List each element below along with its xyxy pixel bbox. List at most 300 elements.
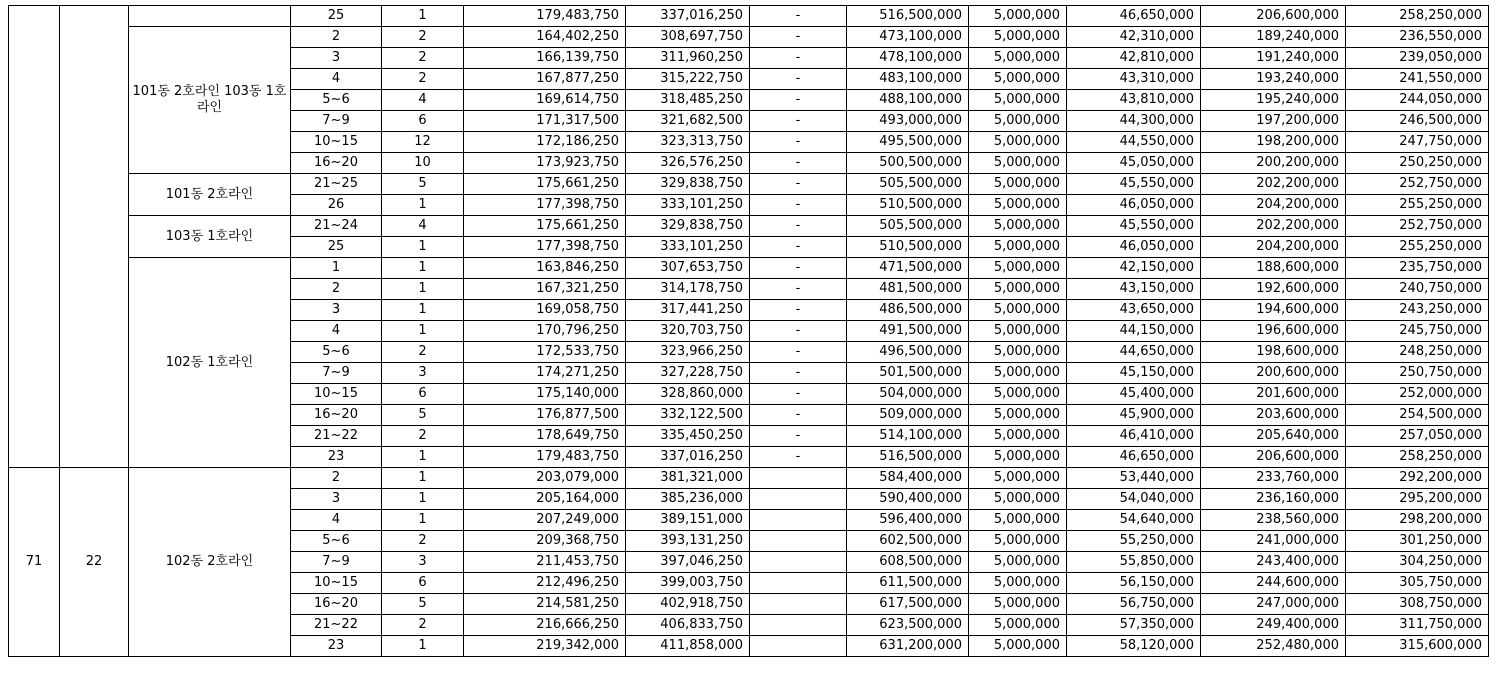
table-cell: 495,500,000 — [847, 132, 969, 153]
table-cell: 171,317,500 — [464, 111, 626, 132]
table-cell: 5,000,000 — [969, 405, 1067, 426]
table-cell: - — [750, 426, 847, 447]
table-cell: 5,000,000 — [969, 363, 1067, 384]
table-cell: 307,653,750 — [626, 258, 750, 279]
table-row — [9, 27, 1489, 48]
table-cell: 198,200,000 — [1201, 132, 1346, 153]
table-cell: 321,682,500 — [626, 111, 750, 132]
table-cell: 1 — [382, 300, 464, 321]
table-cell: 493,000,000 — [847, 111, 969, 132]
table-cell: 1 — [382, 258, 464, 279]
table-cell: 249,400,000 — [1201, 615, 1346, 636]
table-cell: 56,150,000 — [1067, 573, 1201, 594]
table-cell: 402,918,750 — [626, 594, 750, 615]
table-cell: 45,400,000 — [1067, 384, 1201, 405]
table-cell: 241,000,000 — [1201, 531, 1346, 552]
table-cell: 3 — [291, 48, 382, 69]
table-cell: 4 — [291, 321, 382, 342]
table-cell: 244,600,000 — [1201, 573, 1346, 594]
table-cell: 6 — [382, 384, 464, 405]
table-cell: 204,200,000 — [1201, 195, 1346, 216]
table-cell: 16~20 — [291, 405, 382, 426]
table-row — [9, 6, 1489, 27]
table-cell: 491,500,000 — [847, 321, 969, 342]
table-cell: 5,000,000 — [969, 27, 1067, 48]
table-cell: 5,000,000 — [969, 174, 1067, 195]
table-row — [9, 216, 1489, 237]
table-cell: 337,016,250 — [626, 6, 750, 27]
table-cell: - — [750, 153, 847, 174]
table-cell: 3 — [291, 300, 382, 321]
table-cell: 323,966,250 — [626, 342, 750, 363]
table-cell: 1 — [382, 489, 464, 510]
table-cell: 3 — [382, 552, 464, 573]
table-cell: 314,178,750 — [626, 279, 750, 300]
table-cell: 393,131,250 — [626, 531, 750, 552]
table-cell: 1 — [382, 237, 464, 258]
table-cell: - — [750, 111, 847, 132]
table-cell: 1 — [382, 510, 464, 531]
line-group-label: 103동 1호라인 — [129, 216, 291, 258]
table-cell: 2 — [382, 342, 464, 363]
table-cell: 5,000,000 — [969, 90, 1067, 111]
table-cell: 5,000,000 — [969, 468, 1067, 489]
table-cell: 243,250,000 — [1346, 300, 1489, 321]
table-cell: 5,000,000 — [969, 510, 1067, 531]
table-cell: 252,000,000 — [1346, 384, 1489, 405]
table-cell: 1 — [382, 6, 464, 27]
table-cell: 172,533,750 — [464, 342, 626, 363]
table-cell: 406,833,750 — [626, 615, 750, 636]
table-cell: 219,342,000 — [464, 636, 626, 657]
table-cell: 3 — [382, 363, 464, 384]
table-cell: 328,860,000 — [626, 384, 750, 405]
table-cell: 248,250,000 — [1346, 342, 1489, 363]
table-cell: 4 — [291, 510, 382, 531]
table-cell: 198,600,000 — [1201, 342, 1346, 363]
table-cell — [750, 552, 847, 573]
table-cell: 204,200,000 — [1201, 237, 1346, 258]
line-group-label: 102동 2호라인 — [129, 468, 291, 657]
table-cell: 189,240,000 — [1201, 27, 1346, 48]
table-cell: 385,236,000 — [626, 489, 750, 510]
table-cell: 5,000,000 — [969, 552, 1067, 573]
table-cell: 305,750,000 — [1346, 573, 1489, 594]
table-cell: 2 — [291, 468, 382, 489]
table-cell: 21~22 — [291, 426, 382, 447]
table-cell: 6 — [382, 111, 464, 132]
table-cell: 258,250,000 — [1346, 6, 1489, 27]
table-cell: 245,750,000 — [1346, 321, 1489, 342]
table-cell: 195,240,000 — [1201, 90, 1346, 111]
table-row — [9, 468, 1489, 489]
table-cell: 1 — [382, 447, 464, 468]
table-cell: 1 — [382, 636, 464, 657]
table-cell: 5,000,000 — [969, 594, 1067, 615]
table-cell: 12 — [382, 132, 464, 153]
table-cell: 1 — [291, 258, 382, 279]
table-cell: 167,321,250 — [464, 279, 626, 300]
table-cell: 241,550,000 — [1346, 69, 1489, 90]
table-cell: - — [750, 384, 847, 405]
table-cell: 315,600,000 — [1346, 636, 1489, 657]
table-cell: 42,810,000 — [1067, 48, 1201, 69]
table-cell: 5,000,000 — [969, 573, 1067, 594]
table-cell: 257,050,000 — [1346, 426, 1489, 447]
table-cell: 3 — [291, 489, 382, 510]
table-cell: 4 — [382, 216, 464, 237]
table-cell: 318,485,250 — [626, 90, 750, 111]
line-group-label: 101동 2호라인 — [129, 174, 291, 216]
table-cell: 5,000,000 — [969, 153, 1067, 174]
table-cell: 509,000,000 — [847, 405, 969, 426]
table-cell: - — [750, 258, 847, 279]
table-cell: 203,079,000 — [464, 468, 626, 489]
table-cell: 252,480,000 — [1201, 636, 1346, 657]
table-cell: - — [750, 90, 847, 111]
table-cell: 21~25 — [291, 174, 382, 195]
table-cell: 166,139,750 — [464, 48, 626, 69]
table-cell: 45,050,000 — [1067, 153, 1201, 174]
table-cell: 631,200,000 — [847, 636, 969, 657]
table-cell: 5~6 — [291, 342, 382, 363]
table-cell: 240,750,000 — [1346, 279, 1489, 300]
table-cell: 179,483,750 — [464, 447, 626, 468]
table-cell: 252,750,000 — [1346, 216, 1489, 237]
table-cell: 504,000,000 — [847, 384, 969, 405]
table-cell: 25 — [291, 237, 382, 258]
table-cell: 172,186,250 — [464, 132, 626, 153]
table-cell: 254,500,000 — [1346, 405, 1489, 426]
table-cell — [750, 510, 847, 531]
table-cell: 10~15 — [291, 384, 382, 405]
table-cell — [750, 531, 847, 552]
table-cell: - — [750, 300, 847, 321]
table-cell: 246,500,000 — [1346, 111, 1489, 132]
table-cell: 5,000,000 — [969, 48, 1067, 69]
table-cell: 5,000,000 — [969, 216, 1067, 237]
table-cell: 510,500,000 — [847, 237, 969, 258]
table-cell: 1 — [382, 195, 464, 216]
table-cell: 203,600,000 — [1201, 405, 1346, 426]
table-cell: 329,838,750 — [626, 174, 750, 195]
table-cell: - — [750, 447, 847, 468]
table-cell: 308,750,000 — [1346, 594, 1489, 615]
table-cell: 4 — [382, 90, 464, 111]
table-cell: 602,500,000 — [847, 531, 969, 552]
table-cell: 176,877,500 — [464, 405, 626, 426]
table-cell: 320,703,750 — [626, 321, 750, 342]
table-cell: 471,500,000 — [847, 258, 969, 279]
table-cell: 202,200,000 — [1201, 174, 1346, 195]
table-cell: 516,500,000 — [847, 6, 969, 27]
table-cell — [750, 489, 847, 510]
table-cell: 323,313,750 — [626, 132, 750, 153]
table-cell: 2 — [382, 69, 464, 90]
table-cell: 46,650,000 — [1067, 447, 1201, 468]
table-cell: 501,500,000 — [847, 363, 969, 384]
table-cell: 243,400,000 — [1201, 552, 1346, 573]
table-cell: - — [750, 216, 847, 237]
table-cell: 16~20 — [291, 594, 382, 615]
table-cell: 505,500,000 — [847, 216, 969, 237]
table-cell: 411,858,000 — [626, 636, 750, 657]
table-cell: 45,550,000 — [1067, 216, 1201, 237]
table-cell: 295,200,000 — [1346, 489, 1489, 510]
table-cell: - — [750, 321, 847, 342]
table-cell: - — [750, 27, 847, 48]
table-cell: 45,900,000 — [1067, 405, 1201, 426]
table-cell: - — [750, 69, 847, 90]
table-cell: - — [750, 405, 847, 426]
table-cell: 200,600,000 — [1201, 363, 1346, 384]
table-cell: 55,850,000 — [1067, 552, 1201, 573]
table-cell: 5,000,000 — [969, 195, 1067, 216]
table-cell: 298,200,000 — [1346, 510, 1489, 531]
table-cell: 10~15 — [291, 573, 382, 594]
table-cell: 42,150,000 — [1067, 258, 1201, 279]
table-cell: 311,960,250 — [626, 48, 750, 69]
table-cell: 335,450,250 — [626, 426, 750, 447]
table-cell: 5,000,000 — [969, 6, 1067, 27]
table-cell: 202,200,000 — [1201, 216, 1346, 237]
table-row — [9, 174, 1489, 195]
table-cell: 53,440,000 — [1067, 468, 1201, 489]
table-cell: 2 — [382, 27, 464, 48]
table-cell: 45,150,000 — [1067, 363, 1201, 384]
table-cell: 5,000,000 — [969, 300, 1067, 321]
price-table — [8, 5, 1489, 657]
table-cell: 46,650,000 — [1067, 6, 1201, 27]
table-cell: 481,500,000 — [847, 279, 969, 300]
table-cell: 207,249,000 — [464, 510, 626, 531]
table-cell: 4 — [291, 69, 382, 90]
table-cell: 177,398,750 — [464, 195, 626, 216]
table-cell: 5,000,000 — [969, 636, 1067, 657]
table-cell: 381,321,000 — [626, 468, 750, 489]
table-cell: 478,100,000 — [847, 48, 969, 69]
table-cell: 5,000,000 — [969, 447, 1067, 468]
table-cell: 255,250,000 — [1346, 237, 1489, 258]
table-cell: 247,000,000 — [1201, 594, 1346, 615]
table-cell: 5,000,000 — [969, 111, 1067, 132]
table-cell: 2 — [382, 48, 464, 69]
table-cell: 1 — [382, 468, 464, 489]
table-cell: 43,810,000 — [1067, 90, 1201, 111]
table-cell: 175,661,250 — [464, 174, 626, 195]
table-cell: 191,240,000 — [1201, 48, 1346, 69]
table-cell: 608,500,000 — [847, 552, 969, 573]
table-cell: 58,120,000 — [1067, 636, 1201, 657]
table-cell: 2 — [382, 615, 464, 636]
table-cell: 611,500,000 — [847, 573, 969, 594]
table-cell: 311,750,000 — [1346, 615, 1489, 636]
table-cell: 496,500,000 — [847, 342, 969, 363]
table-cell: 255,250,000 — [1346, 195, 1489, 216]
table-cell: 389,151,000 — [626, 510, 750, 531]
block-count-cell — [60, 6, 129, 468]
table-cell: - — [750, 195, 847, 216]
table-cell: 170,796,250 — [464, 321, 626, 342]
table-cell: 301,250,000 — [1346, 531, 1489, 552]
table-cell: 2 — [382, 531, 464, 552]
table-cell — [750, 615, 847, 636]
table-cell: 206,600,000 — [1201, 6, 1346, 27]
table-cell: 5,000,000 — [969, 279, 1067, 300]
table-cell: 233,760,000 — [1201, 468, 1346, 489]
table-cell: 46,050,000 — [1067, 237, 1201, 258]
table-cell: - — [750, 132, 847, 153]
table-cell: 5~6 — [291, 90, 382, 111]
table-cell: - — [750, 48, 847, 69]
table-cell: 486,500,000 — [847, 300, 969, 321]
table-cell: 397,046,250 — [626, 552, 750, 573]
table-cell: 5,000,000 — [969, 132, 1067, 153]
table-cell: 206,600,000 — [1201, 447, 1346, 468]
table-cell: 514,100,000 — [847, 426, 969, 447]
table-cell: 44,300,000 — [1067, 111, 1201, 132]
line-group-label: 102동 1호라인 — [129, 258, 291, 468]
table-cell: 163,846,250 — [464, 258, 626, 279]
table-cell: 200,200,000 — [1201, 153, 1346, 174]
table-cell: 5,000,000 — [969, 489, 1067, 510]
table-cell — [750, 573, 847, 594]
table-cell: 292,200,000 — [1346, 468, 1489, 489]
table-cell: 175,661,250 — [464, 216, 626, 237]
table-cell: 332,122,500 — [626, 405, 750, 426]
table-cell: 333,101,250 — [626, 195, 750, 216]
table-cell: 169,614,750 — [464, 90, 626, 111]
line-group-label — [129, 6, 291, 27]
line-group-label: 101동 2호라인 103동 1호라인 — [129, 27, 291, 174]
table-cell: 44,650,000 — [1067, 342, 1201, 363]
table-cell: 175,140,000 — [464, 384, 626, 405]
table-cell: 235,750,000 — [1346, 258, 1489, 279]
table-cell: 10~15 — [291, 132, 382, 153]
table-cell: 483,100,000 — [847, 69, 969, 90]
table-cell: 197,200,000 — [1201, 111, 1346, 132]
table-cell: 216,666,250 — [464, 615, 626, 636]
table-cell: 5,000,000 — [969, 384, 1067, 405]
table-cell: 46,050,000 — [1067, 195, 1201, 216]
table-cell: 5,000,000 — [969, 615, 1067, 636]
block-number-cell: 71 — [9, 468, 60, 657]
table-cell: 55,250,000 — [1067, 531, 1201, 552]
table-cell: 5,000,000 — [969, 531, 1067, 552]
table-cell: 44,550,000 — [1067, 132, 1201, 153]
table-cell: 1 — [382, 279, 464, 300]
table-cell: 2 — [291, 279, 382, 300]
table-cell: 6 — [382, 573, 464, 594]
table-cell: 304,250,000 — [1346, 552, 1489, 573]
table-cell: 7~9 — [291, 111, 382, 132]
table-cell: 209,368,750 — [464, 531, 626, 552]
table-cell: 7~9 — [291, 552, 382, 573]
table-cell: 45,550,000 — [1067, 174, 1201, 195]
table-cell: 21~22 — [291, 615, 382, 636]
table-cell: 236,160,000 — [1201, 489, 1346, 510]
table-cell: 590,400,000 — [847, 489, 969, 510]
table-cell: 211,453,750 — [464, 552, 626, 573]
table-cell: 236,550,000 — [1346, 27, 1489, 48]
table-cell: 308,697,750 — [626, 27, 750, 48]
table-cell: 500,500,000 — [847, 153, 969, 174]
table-cell: 5,000,000 — [969, 237, 1067, 258]
table-cell: 252,750,000 — [1346, 174, 1489, 195]
table-cell: 43,650,000 — [1067, 300, 1201, 321]
table-cell: 192,600,000 — [1201, 279, 1346, 300]
table-cell: - — [750, 174, 847, 195]
table-cell: - — [750, 237, 847, 258]
table-cell: 173,923,750 — [464, 153, 626, 174]
table-cell: 212,496,250 — [464, 573, 626, 594]
table-cell: 196,600,000 — [1201, 321, 1346, 342]
table-cell: 10 — [382, 153, 464, 174]
table-cell: 584,400,000 — [847, 468, 969, 489]
table-cell: 54,040,000 — [1067, 489, 1201, 510]
table-cell: 178,649,750 — [464, 426, 626, 447]
table-cell: 5 — [382, 174, 464, 195]
table-cell: 329,838,750 — [626, 216, 750, 237]
table-cell: 244,050,000 — [1346, 90, 1489, 111]
table-cell: 317,441,250 — [626, 300, 750, 321]
table-cell: 258,250,000 — [1346, 447, 1489, 468]
table-cell: 1 — [382, 321, 464, 342]
table-cell: 193,240,000 — [1201, 69, 1346, 90]
table-cell: 46,410,000 — [1067, 426, 1201, 447]
table-cell: 54,640,000 — [1067, 510, 1201, 531]
table-cell: 214,581,250 — [464, 594, 626, 615]
table-cell: 201,600,000 — [1201, 384, 1346, 405]
table-cell — [750, 636, 847, 657]
table-cell: 26 — [291, 195, 382, 216]
table-cell: 5 — [382, 594, 464, 615]
table-cell: 488,100,000 — [847, 90, 969, 111]
table-cell: 516,500,000 — [847, 447, 969, 468]
table-cell: 505,500,000 — [847, 174, 969, 195]
table-cell: 326,576,250 — [626, 153, 750, 174]
table-cell: 5,000,000 — [969, 69, 1067, 90]
table-cell: 56,750,000 — [1067, 594, 1201, 615]
table-cell: 16~20 — [291, 153, 382, 174]
table-cell: 169,058,750 — [464, 300, 626, 321]
table-cell: 21~24 — [291, 216, 382, 237]
table-cell: 42,310,000 — [1067, 27, 1201, 48]
table-cell: 327,228,750 — [626, 363, 750, 384]
table-cell: 473,100,000 — [847, 27, 969, 48]
table-cell: 617,500,000 — [847, 594, 969, 615]
table-cell: 179,483,750 — [464, 6, 626, 27]
table-cell: - — [750, 342, 847, 363]
table-cell: 623,500,000 — [847, 615, 969, 636]
table-cell — [750, 468, 847, 489]
table-cell: 188,600,000 — [1201, 258, 1346, 279]
table-row — [9, 258, 1489, 279]
table-cell: 174,271,250 — [464, 363, 626, 384]
block-count-cell: 22 — [60, 468, 129, 657]
table-cell: 23 — [291, 636, 382, 657]
table-cell: 2 — [291, 27, 382, 48]
table-cell: 7~9 — [291, 363, 382, 384]
table-body — [9, 6, 1489, 657]
table-cell: 238,560,000 — [1201, 510, 1346, 531]
table-cell: 596,400,000 — [847, 510, 969, 531]
table-cell: 43,150,000 — [1067, 279, 1201, 300]
table-cell: 399,003,750 — [626, 573, 750, 594]
table-cell: 247,750,000 — [1346, 132, 1489, 153]
table-cell: 23 — [291, 447, 382, 468]
table-cell: 44,150,000 — [1067, 321, 1201, 342]
